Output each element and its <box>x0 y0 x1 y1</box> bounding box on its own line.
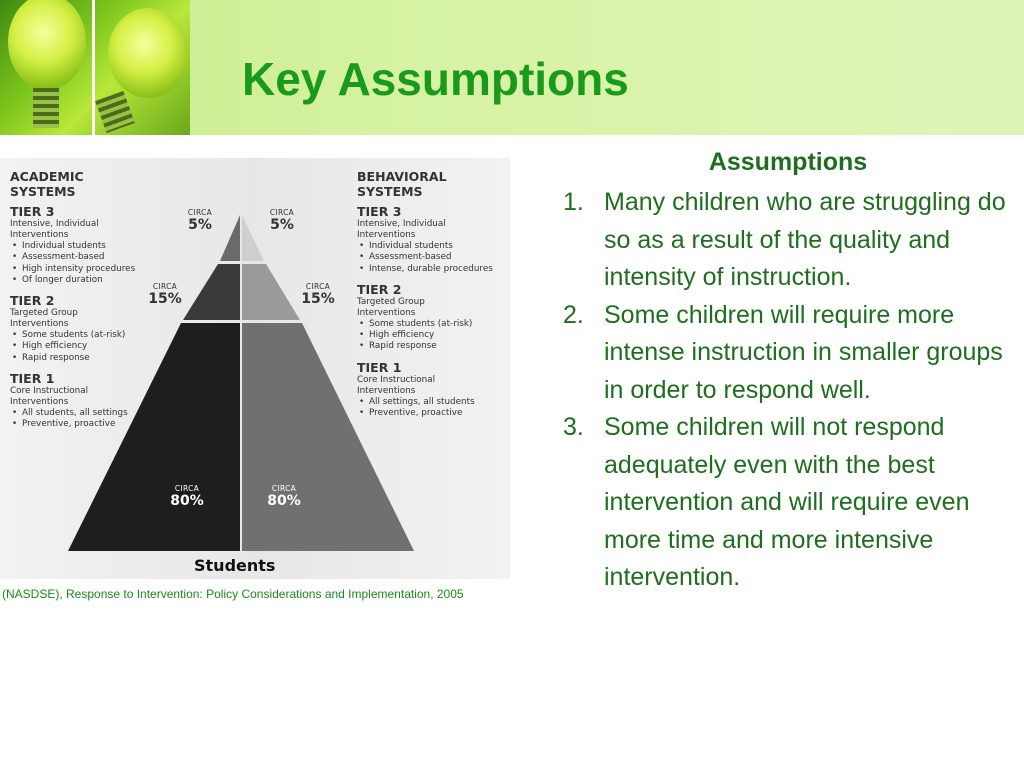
list-item: • Some students (at-risk) <box>369 319 507 330</box>
circa-label: CIRCA <box>269 208 295 217</box>
list-item: • High intensity procedures <box>22 264 185 275</box>
academic-tier1-name: TIER 1 <box>10 371 55 387</box>
percent-value: 5% <box>270 217 294 233</box>
item-text: Some children will not respond adequately even with the best intervention and will require even more time and more intensive intervention. <box>604 413 970 591</box>
list-item: • High efficiency <box>22 341 185 352</box>
academic-tier3-bullets <box>10 241 185 286</box>
list-item: • Rapid response <box>22 353 185 364</box>
behavioral-tier3-desc: Intensive, Individual Interventions <box>357 219 446 240</box>
circa-label: CIRCA <box>152 282 178 291</box>
lightbulb-photo <box>0 0 190 135</box>
list-item <box>563 297 1021 410</box>
behavioral-tier2-bullets <box>357 319 507 353</box>
behavioral-tier3-segment <box>242 215 264 261</box>
behavioral-systems-header: BEHAVIORAL SYSTEMS <box>357 169 447 199</box>
academic-tier3-segment <box>220 215 240 261</box>
academic-tier2-bullets <box>10 330 185 364</box>
list-item: • Individual students <box>369 241 507 252</box>
behavioral-tier3-name: TIER 3 <box>357 204 402 219</box>
circa-label: CIRCA <box>271 484 297 493</box>
slide-title: Key Assumptions <box>242 53 629 105</box>
academic-tier3-name: TIER 3 <box>10 204 55 219</box>
academic-tier3-percent <box>180 208 220 233</box>
behavioral-tier1-name: TIER 1 <box>357 359 402 375</box>
percent-value: 80% <box>267 493 301 509</box>
academic-tier1-desc: Core Instructional Interventions <box>10 386 89 408</box>
rti-pyramid-figure <box>0 158 510 579</box>
academic-systems-header: ACADEMIC SYSTEMS <box>10 169 84 199</box>
circa-label: CIRCA <box>174 484 200 493</box>
lightbulb-left-base <box>33 88 59 128</box>
behavioral-tier2-percent <box>296 282 340 307</box>
academic-tier2-desc: Targeted Group Interventions <box>10 308 78 330</box>
list-item: • Assessment-based <box>22 252 185 263</box>
behavioral-tier1-percent <box>262 484 306 509</box>
lightbulb-right <box>108 8 188 98</box>
item-number: 2. <box>563 300 584 329</box>
source-caption: (NASDSE), Response to Intervention: Policy Considerations and Implementation, 2005 <box>2 587 464 601</box>
list-item: • Assessment-based <box>369 252 507 263</box>
photo-divider <box>92 0 95 135</box>
item-number: 3. <box>563 413 584 441</box>
list-item: • Some students (at-risk) <box>22 330 185 341</box>
behavioral-tier2-name: TIER 2 <box>357 281 402 297</box>
behavioral-tier1-desc: Core Instructional Interventions <box>357 374 436 396</box>
percent-value: 80% <box>170 493 204 509</box>
behavioral-tier2-desc: Targeted Group Interventions <box>357 296 425 318</box>
behavioral-tier1-bullets <box>357 397 507 420</box>
percent-value: 15% <box>301 291 335 307</box>
list-item: • High efficiency <box>369 330 507 341</box>
behavioral-tier3-bullets <box>357 241 507 275</box>
item-text: Many children who are struggling do so as a result of the quality and intensity of instruction. <box>604 188 1006 291</box>
list-item: • All settings, all students <box>369 397 507 408</box>
behavioral-panel <box>357 169 507 419</box>
academic-tier1-percent <box>165 484 209 509</box>
list-item: • All students, all settings <box>22 408 185 419</box>
list-item: • Of longer duration <box>22 275 185 286</box>
list-item: • Preventive, proactive <box>22 419 185 430</box>
assumptions-heading: Assumptions <box>708 148 868 176</box>
header-band <box>0 0 1024 135</box>
list-item <box>563 409 1021 597</box>
circa-label: CIRCA <box>305 282 331 291</box>
academic-tier2-percent <box>143 282 187 307</box>
item-text: Some children will require more intense instruction in smaller groups in order to respond well. <box>604 300 1003 404</box>
list-item <box>563 184 1021 297</box>
behavioral-tier3-percent <box>262 208 302 233</box>
lightbulb-left <box>8 0 86 90</box>
academic-tier2-name: TIER 2 <box>10 293 55 309</box>
item-number: 1. <box>563 188 584 216</box>
circa-label: CIRCA <box>187 208 213 217</box>
percent-value: 5% <box>188 217 212 233</box>
lightbulb-right-base <box>95 91 135 133</box>
assumptions-list <box>563 184 1021 597</box>
behavioral-tier2-segment <box>242 264 300 320</box>
academic-tier1-bullets <box>10 408 185 431</box>
percent-value: 15% <box>148 291 182 307</box>
list-item: • Individual students <box>22 241 185 252</box>
students-label: Students <box>194 556 276 575</box>
list-item: • Intense, durable procedures <box>369 264 507 275</box>
list-item: • Rapid response <box>369 341 507 352</box>
academic-tier3-desc: Intensive, Individual Interventions <box>10 219 99 240</box>
academic-tier2-segment <box>183 264 240 320</box>
list-item: • Preventive, proactive <box>369 408 507 419</box>
